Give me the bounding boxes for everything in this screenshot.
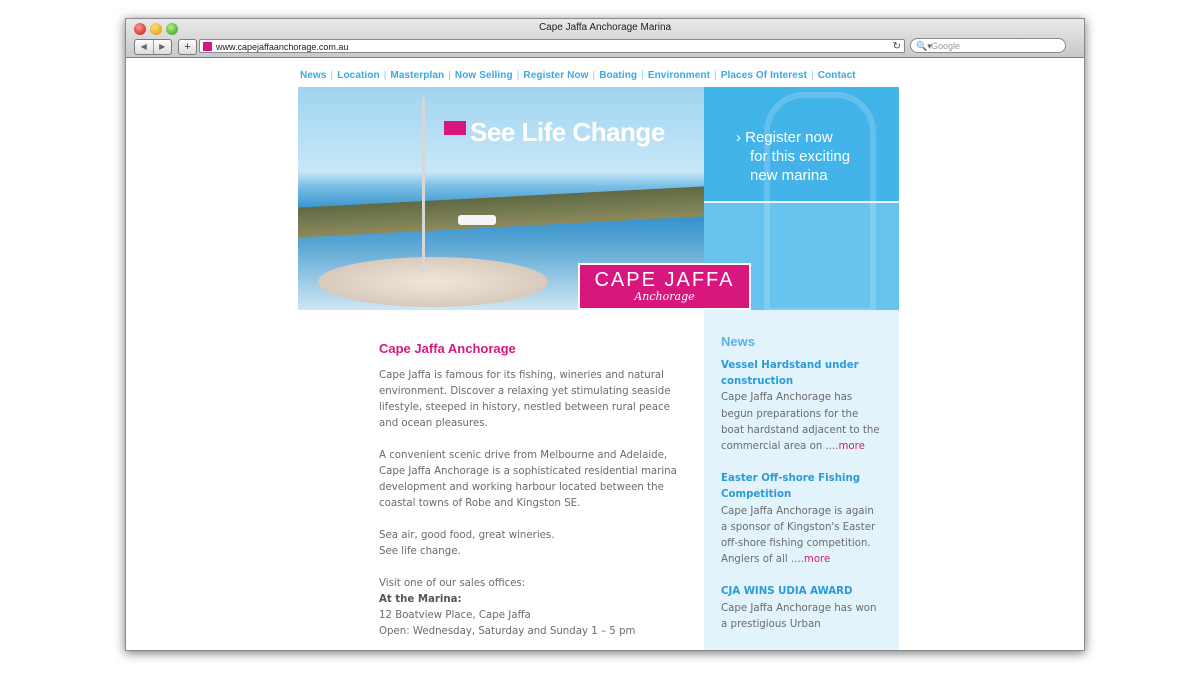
news-body: Cape Jaffa Anchorage has begun preparations for the boat hardstand adjacent to the commercial area on .... (721, 392, 880, 453)
forward-button[interactable]: ▶ (159, 42, 166, 51)
favicon-icon (203, 42, 212, 51)
nav-link-places-of-interest[interactable]: Places Of Interest (720, 70, 808, 81)
news-item (721, 471, 881, 568)
location-paragraph: A convenient scenic drive from Melbourne and Adelaide, Cape Jaffa Anchorage is a sophisticated residential marina development and working harbour located between the coastal towns of Robe and Kingston SE. (379, 450, 677, 509)
address-bar[interactable] (199, 39, 905, 53)
logo-sub-text: Anchorage (634, 290, 695, 303)
banner-tagline: See Life Change (470, 117, 665, 147)
flag-mast-shape (422, 97, 425, 272)
page-title: Cape Jaffa Anchorage (379, 341, 516, 356)
news-body: Cape Jaffa Anchorage is again a sponsor of Kingston's Easter off-shore fishing competition. Anglers of all .... (721, 505, 876, 566)
browser-window (125, 18, 1085, 651)
register-link[interactable] (736, 128, 850, 185)
nav-link-register-now[interactable]: Register Now (523, 70, 589, 81)
history-nav (134, 39, 172, 55)
register-line-1: › Register now (736, 129, 833, 146)
news-list (721, 334, 881, 649)
nav-link-location[interactable]: Location (337, 70, 380, 81)
office-hours: Open: Wednesday, Saturday and Sunday 1 – 5 pm (379, 626, 636, 637)
boat-shape (458, 215, 496, 225)
office-label: At the Marina: (379, 594, 462, 605)
search-icon: 🔍▾ (916, 41, 932, 51)
news-body: Cape Jaffa Anchorage has won a prestigious Urban (721, 602, 877, 630)
top-navigation: News | Location | Masterplan | Now Selling | Register Now | Boating | Environment | Places Of Interest | Contact (300, 70, 856, 81)
breakwater-shape (298, 186, 704, 237)
news-title: News (721, 334, 755, 349)
tagline-line-2: See life change. (379, 546, 461, 557)
title-bar (126, 19, 1084, 58)
reload-icon[interactable]: ↻ (892, 41, 901, 52)
nav-link-now-selling[interactable]: Now Selling (454, 70, 513, 81)
news-heading-link[interactable]: CJA WINS UDIA AWARD (721, 586, 853, 598)
tagline-line-1: Sea air, good food, great wineries. (379, 530, 555, 541)
logo-main-text: CAPE JAFFA (594, 269, 735, 291)
add-bookmark-button[interactable]: + (178, 39, 197, 55)
news-sidebar (704, 310, 899, 650)
sales-office-paragraph (379, 576, 679, 640)
intro-paragraph: Cape Jaffa is famous for its fishing, wineries and natural environment. Discover a relaxing yet stimulating seaside lifestyle, steeped in history, nestled between rural peace and ocean pleasures. (379, 370, 671, 429)
register-line-3: new marina (750, 167, 828, 184)
address-url: www.capejaffaanchorage.com.au (216, 42, 349, 52)
lighthouse-watermark-icon (764, 92, 876, 310)
news-item (721, 358, 881, 455)
news-heading-link[interactable]: Vessel Hardstand under construction (721, 360, 859, 388)
search-placeholder: Google (931, 41, 961, 51)
main-content (379, 340, 679, 651)
more-link[interactable]: more (803, 554, 831, 566)
web-page (126, 58, 1084, 650)
news-item (721, 584, 881, 633)
nav-link-environment[interactable]: Environment (647, 70, 711, 81)
hero-banner (298, 87, 899, 310)
search-field[interactable] (910, 38, 1066, 53)
nav-link-contact[interactable]: Contact (817, 70, 856, 81)
site-logo[interactable] (578, 263, 751, 310)
sales-intro: Visit one of our sales offices: (379, 578, 526, 589)
pink-flag-shape (444, 121, 466, 135)
nav-link-masterplan[interactable]: Masterplan (390, 70, 445, 81)
office-address: 12 Boatview Place, Cape Jaffa (379, 610, 531, 621)
tagline-paragraph (379, 528, 679, 560)
news-heading-link[interactable]: Easter Off-shore Fishing Competition (721, 473, 860, 501)
window-title: Cape Jaffa Anchorage Marina (538, 22, 672, 33)
register-line-2: for this exciting (750, 148, 851, 165)
nav-link-boating[interactable]: Boating (599, 70, 638, 81)
back-button[interactable]: ◀ (135, 40, 154, 54)
platform-shape (318, 257, 548, 307)
more-link[interactable]: more (838, 441, 865, 453)
nav-link-news[interactable]: News (300, 70, 327, 81)
